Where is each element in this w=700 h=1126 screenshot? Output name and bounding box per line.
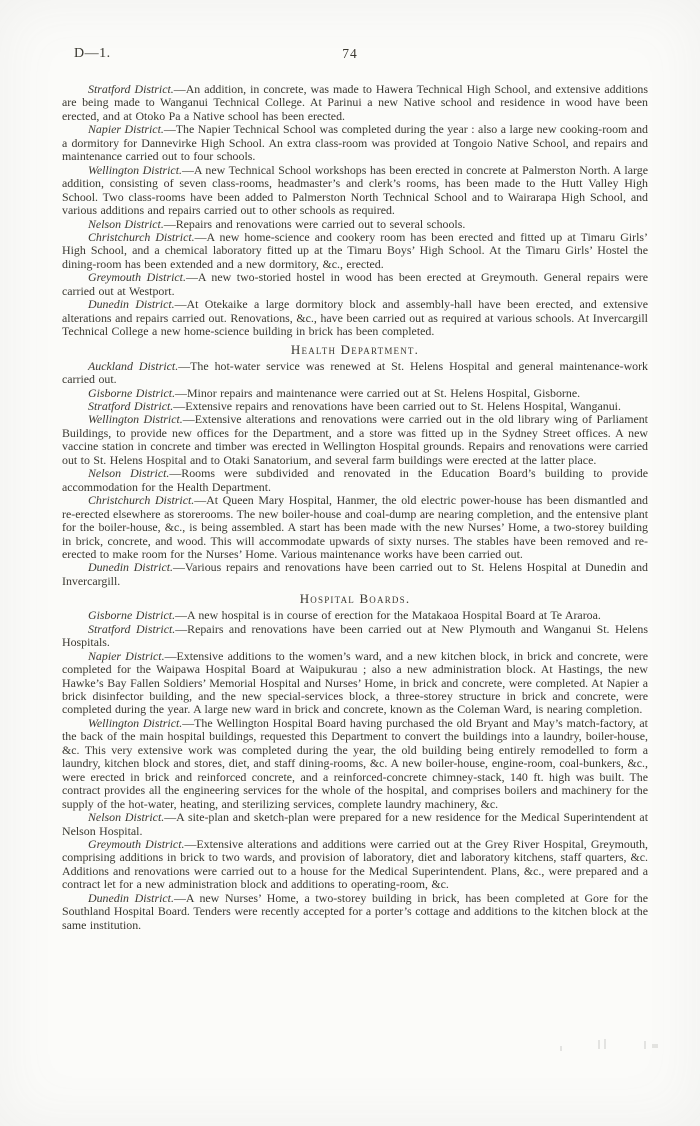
district-name: Stratford District. — [88, 82, 174, 96]
district-paragraph — [62, 561, 648, 588]
paragraph-text: —Extensive alterations and additions were carried out at the Grey River Hospital, Greymouth, comprising additions in brick to two wards, and provision of laboratory, diet and laboratory kitchens, staff quarters, &c. Additions and renovations were carried out to a house for the Medical Superintendent. Plans, &c., were prepared and a contract let for a new administration block and additions to operating-room, &c. — [62, 837, 648, 892]
scan-smudge — [560, 1038, 670, 1054]
district-paragraph — [62, 298, 648, 338]
district-paragraph — [62, 271, 648, 298]
district-name: Stratford District. — [88, 398, 174, 413]
paragraph-text: —Various repairs and renovations have been carried out to St. Helens Hospital at Dunedin and Invercargill. — [62, 560, 648, 588]
paragraph-text: —At Otekaike a large dormitory block and assembly-hall have been erected, and extensive alterations and repairs carried out. Renovations, &c., have been carried out as required at various schools. At Invercargill Technical College a new home-science building in brick has been completed. — [62, 297, 648, 339]
paragraph-text: —A new two-storied hostel in wood has been erected at Greymouth. General repairs were carried out at Westport. — [62, 270, 648, 298]
district-paragraph — [62, 494, 648, 561]
district-name: Nelson District. — [88, 466, 170, 481]
district-paragraph — [62, 838, 648, 892]
paragraph-text: —Minor repairs and maintenance were carried out at St. Helens Hospital, Gisborne. — [175, 385, 581, 400]
district-name: Wellington District. — [88, 162, 182, 177]
paragraph-text: —A site-plan and sketch-plan were prepared for a new residence for the Medical Superintendent at Nelson Hospital. — [62, 810, 648, 838]
district-name: Greymouth District. — [88, 270, 186, 285]
district-name: Gisborne District. — [88, 608, 176, 623]
district-paragraph — [62, 413, 648, 467]
district-name: Stratford District. — [88, 621, 176, 636]
running-head — [0, 46, 700, 66]
district-paragraph — [62, 123, 648, 163]
page-body — [62, 83, 648, 932]
district-name: Napier District. — [88, 648, 165, 663]
district-paragraph — [62, 892, 648, 932]
paragraph-text: —Repairs and renovations have been carried out at New Plymouth and Wanganui St. Helens Hospitals. — [62, 621, 648, 650]
district-paragraph — [62, 650, 648, 717]
district-name: Greymouth District. — [88, 837, 185, 852]
page-number: 74 — [342, 46, 358, 61]
district-name: Auckland District. — [88, 358, 179, 373]
district-name: Gisborne District. — [88, 385, 176, 400]
paragraph-text: —A new hospital is in course of erection for the Matakaoa Hospital Board at Te Araroa. — [175, 608, 601, 623]
district-paragraph — [62, 231, 648, 271]
paragraph-text: —Repairs and renovations were carried out to several schools. — [163, 216, 466, 231]
district-name: Dunedin District. — [88, 890, 174, 905]
district-name: Napier District. — [88, 122, 164, 137]
district-name: Wellington District. — [88, 715, 183, 730]
section-heading: Health Department. — [290, 341, 420, 357]
district-name: Dunedin District. — [88, 297, 175, 312]
paragraph-text: —A new Technical School workshops has been erected in concrete at Palmerston North. A large addition, consisting of seven class-rooms, headmaster’s and clerk’s rooms, has been made to the Hutt Valley High School. Two class-rooms have been added to Palmerston North Technical School and to Wairarapa High School, and various additions and repairs carried out to other schools as required. — [62, 162, 648, 218]
district-name: Christchurch District. — [88, 493, 195, 508]
district-paragraph — [62, 164, 648, 218]
paragraph-text: —A new Nurses’ Home, a two-storey building in brick, has been completed at Gore for the Southland Hospital Board. Tenders were recently accepted for a porter’s cottage and additions to the kitchen block at the same institution. — [62, 890, 649, 932]
district-paragraph — [62, 717, 648, 811]
district-paragraph — [62, 623, 648, 650]
district-name: Dunedin District. — [88, 560, 174, 575]
district-paragraph — [62, 360, 648, 387]
district-name: Nelson District. — [88, 216, 164, 231]
paragraph-text: —An addition, in concrete, was made to Hawera Technical High School, and extensive additions are being made to Wanganui Technical College. At Parinui a new Native school and residence in wood have been erected, and at Otoko Pa a Native school has been erected. — [62, 82, 648, 123]
paragraph-text: —A new home-science and cookery room has been erected and fitted up at Timaru Girls’ High School, and a chemical laboratory fitted up at the Timaru Boys’ High School. At the Timaru Girls’ Hostel the dining-room has been extended and a new dormitory, &c., erected. — [62, 229, 648, 271]
paragraph-text: —Rooms were subdivided and renovated in the Education Board’s building to provide accommodation for the Health Department. — [62, 466, 648, 494]
paragraph-text: —At Queen Mary Hospital, Hanmer, the old electric power-house has been dismantled and re-erected elsewhere as storerooms. The new boiler-house and coal-dump are nearing completion, and the entensive plant for the boiler-house, &c., is being assembled. A start has been made with the new Nurses’ Home, a two-storey building in brick, concrete, and wood. This will accommodate upwards of sixty nurses. The stables have been removed and re-erected to make room for the Nurses’ Home. Various maintenance works have been carried out. — [62, 493, 648, 561]
section-continued — [62, 83, 648, 339]
paragraph-text: —The Wellington Hospital Board having purchased the old Bryant and May’s match-factory, at the back of the main hospital buildings, requested this Department to convert the buildings into a laundry, boiler-house, &c. This very extensive work was completed during the year, the old building being entirely remodelled to form a laundry, kitchen block and stores, diet, and staff dining-rooms, &c. A new boiler-house, engine-room, coal-bunkers, &c., were erected in brick and reinforced concrete, and a reinforced-concrete chimney-stack, 140 ft. high was built. The contract provides all the engineering services for the whole of the hospital, and comprises boilers and machinery for the supply of the hot-water, heating, and sterilizing services, complete laundry machinery, &c. — [62, 715, 648, 811]
district-paragraph — [62, 400, 648, 413]
paragraph-text: —The Napier Technical School was completed during the year : also a large new cooking-room and a dormitory for Dannevirke High School. An extra class-room was provided at Tongoio Native School, and repairs and maintenance carried out to four schools. — [62, 122, 649, 164]
document-reference: D—1. — [74, 46, 111, 61]
section-heading: Hospital Boards. — [299, 591, 411, 607]
district-paragraph — [62, 218, 648, 231]
district-name: Christchurch District. — [88, 229, 195, 244]
district-paragraph — [62, 609, 648, 622]
district-paragraph — [62, 467, 648, 494]
paragraph-text: —Extensive alterations and renovations were carried out in the old library wing of Parliament Buildings, to provide new offices for the Department, and a store was fitted up in the Sydney Street offices. A new vaccine station in concrete and timber was erected in Wellington Hospital grounds. Repairs and renovations were carried out to St. Helens Hospital and to Otaki Sanatorium, and several farm buildings were erected at the latter place. — [62, 412, 648, 467]
district-paragraph — [62, 387, 648, 400]
district-name: Wellington District. — [88, 412, 183, 427]
district-paragraph — [62, 811, 648, 838]
paragraph-text: —Extensive repairs and renovations have been carried out to St. Helens Hospital, Wanganui. — [173, 398, 621, 413]
district-paragraph — [62, 83, 648, 123]
district-name: Nelson District. — [88, 810, 165, 825]
paragraph-text: —The hot-water service was renewed at St. Helens Hospital and general maintenance-work carried out. — [62, 358, 649, 387]
section-hospital-boards — [62, 591, 648, 932]
paragraph-text: —Extensive additions to the women’s ward, and a new kitchen block, in brick and concrete, were completed for the Waipawa Hospital Board at Waipukurau ; also a new administration block. At Hastings, the new Hawke’s Bay Fallen Soldiers’ Memorial Hospital and Nurses’ Home, in brick and concrete, were completed. At Napier a brick disinfector building, and the new special-services block, a three-storey structure in brick and concrete, were completed during the year. A large new ward in brick and concrete, known as the Coleman Ward, is nearing completion. — [62, 648, 648, 717]
section-health-department — [62, 342, 648, 589]
